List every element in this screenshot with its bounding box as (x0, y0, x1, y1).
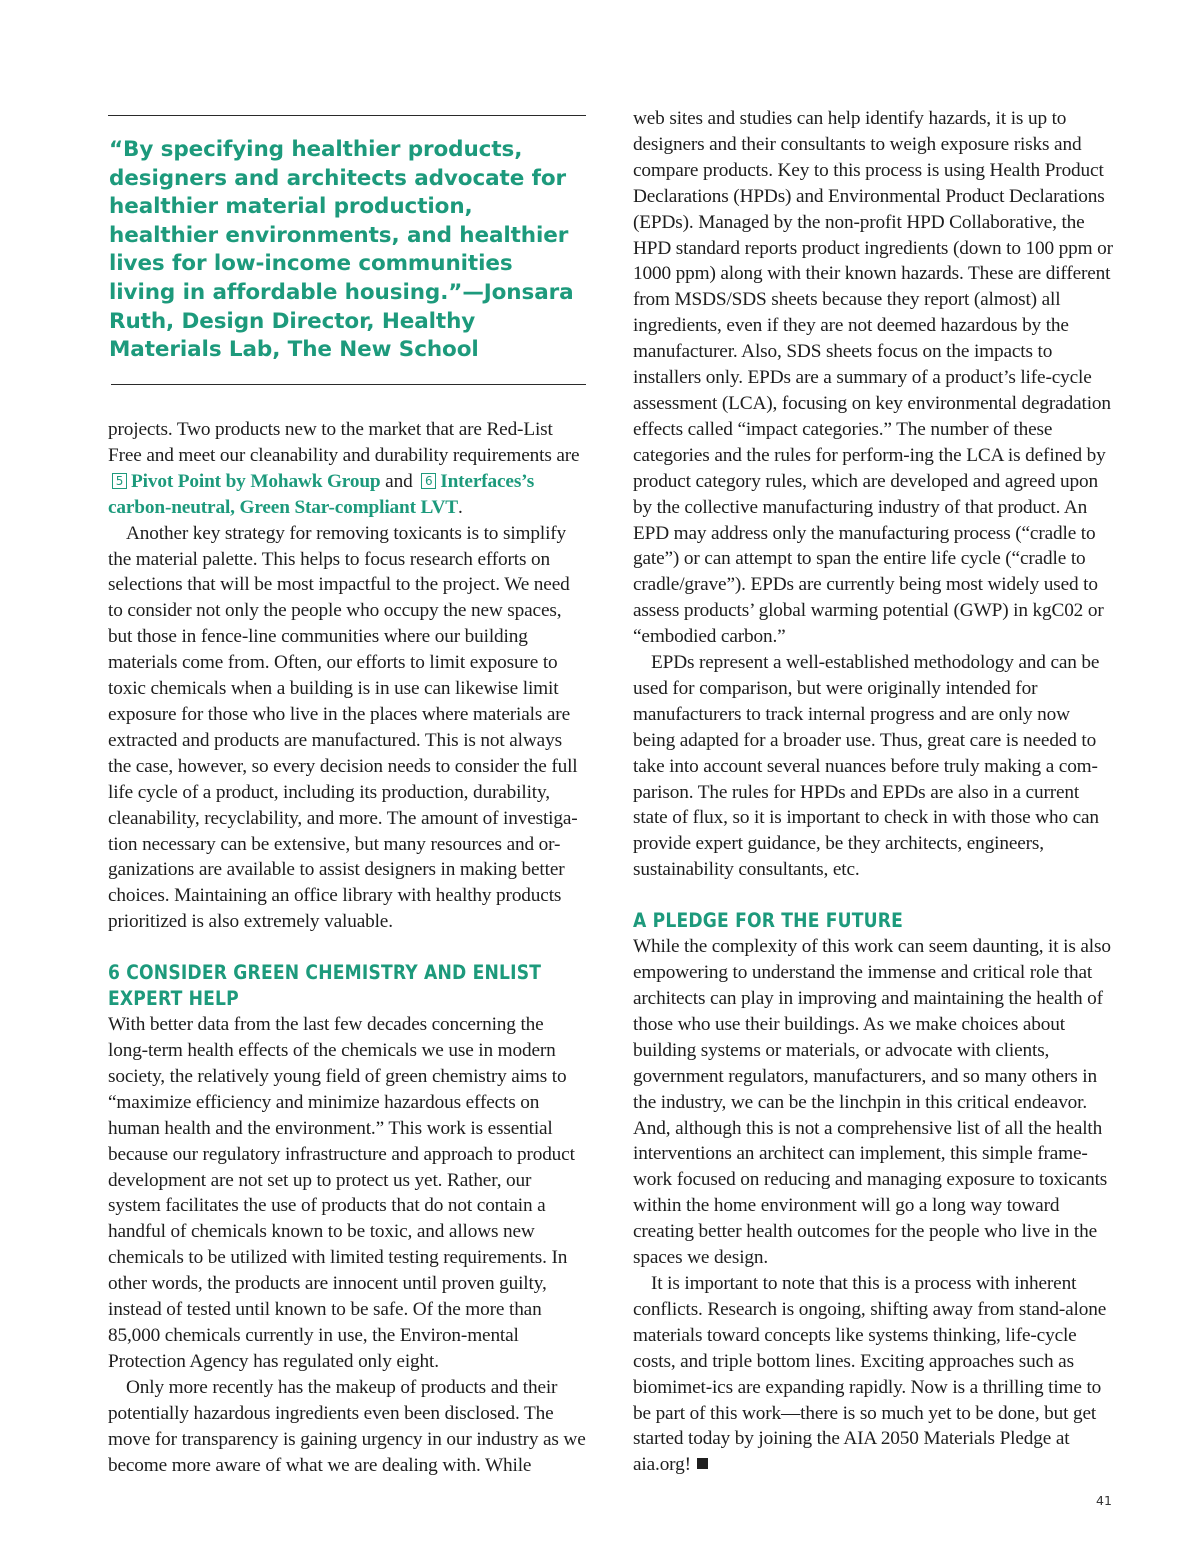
paragraph-text: . (457, 496, 463, 518)
left-paragraph-3: With better data from the last few decades concerning the long-term health effects of the chemicals we use in modern society, the relatively young field of green chemistry aims to “maximize efficiency and minimize hazardous effects on human health and the environment.” This work is essential because our regulatory infrastructure and approach to product development are not set up to protect us yet. Rather, our system facilitates the use of products that do not contain a handful of chemicals known to be toxic, and allows new chemicals to be utilized with limited testing requirements. In other words, the products are innocent until proven guilty, instead of tested until known to be safe. Of the more than 85,000 chemicals currently in use, the Environ-mental Protection Agency has regulated only eight. (108, 1014, 575, 1372)
right-paragraph-4 (633, 1271, 1113, 1478)
end-mark-icon (697, 1458, 708, 1469)
right-paragraph-2: EPDs represent a well-established methodology and can be used for comparison, but were originally intended for manufacturers to track internal progress and are only now being adapted for a broader use. Thus, great care is needed to take into account several nuances before truly making a com-parison. The rules for HPDs and EPDs are also in a current state of flux, so it is important to check in with those who can provide expert guidance, be they architects, engineers, sustainability consultants, etc. (633, 652, 1100, 881)
left-paragraph-2: Another key strategy for removing toxicants is to simplify the material palette. This helps to focus research efforts on selections that will be most impactful to the project. We need to consider not only the people who occupy the new spaces, but those in fence-line communities where our building materials come from. Often, our efforts to limit exposure to toxic chemicals when a building is in use can likewise limit exposure for those who live in the places where materials are extracted and products are manufactured. This is not always the case, however, so every decision needs to consider the full life cycle of a product, including its production, durability, cleanability, recyclability, and more. The amount of investiga-tion necessary can be extensive, but many resources and or-ganizations are available to assist designers in making better choices. Maintaining an office library with healthy products prioritized is also extremely valuable. (108, 522, 578, 933)
pull-quote-bottom-rule (111, 384, 586, 385)
left-paragraph-4: Only more recently has the makeup of products and their potentially hazardous ingredients even been disclosed. The move for transparency is gaining urgency in our industry as we become more aware of what we are dealing with. While (108, 1376, 586, 1476)
reference-number-6: 6 (421, 473, 436, 489)
paragraph-text: projects. Two products new to the market that are Red-List Free and meet our cleanability and durability requirements are (108, 419, 580, 466)
section-heading-pledge: A PLEDGE FOR THE FUTURE (633, 909, 904, 933)
pull-quote-top-rule (108, 115, 586, 116)
paragraph-text: It is important to note that this is a process with inherent conflicts. Research is ongoing, shifting away from stand-alone materials toward concepts like systems thinking, life-cycle costs, and triple bottom lines. Exciting approaches such as biomimet-ics are expanding rapidly. Now is a thrilling time to be part of this work—there is so much yet to be done, but get started today by joining the AIA 2050 Materials Pledge at aia.org! (633, 1272, 1107, 1476)
section-heading-green-chemistry: 6 CONSIDER GREEN CHEMISTRY AND ENLIST EXPERT HELP (108, 961, 542, 1011)
left-column (108, 417, 586, 1478)
right-paragraph-1: web sites and studies can help identify hazards, it is up to designers and their consultants to weigh exposure risks and compare products. Key to this process is using Health Product Declarations (HPDs) and Environmental Product Declarations (EPDs). Managed by the non-profit HPD Collaborative, the HPD standard reports product ingredients (down to 100 ppm or 1000 ppm) along with their known hazards. These are different from MSDS/SDS sheets because they report (almost) all ingredients, even if they are not deemed hazardous by the manufacturer. Also, SDS sheets focus on the impacts to installers only. EPDs are a summary of a product’s life-cycle assessment (LCA), focusing on key environmental degradation effects called “impact categories.” The number of these categories and the rules for perform-ing the LCA is defined by product category rules, which are developed and agreed upon by the collective manufacturing industry of that product. An EPD may address only the manufacturing process (“cradle to gate”) or can attempt to span the entire life cycle (“cradle to cradle/grave”). EPDs are currently being most widely used to assess products’ global warming potential (GWP) in kgC02 or “embodied carbon.” (633, 108, 1113, 648)
paragraph-text: and (385, 470, 413, 492)
link-interface-lvt[interactable]: Interfaces’s carbon-neutral, Green Star-compliant LVT (108, 470, 535, 518)
reference-number-5: 5 (112, 473, 127, 489)
right-paragraph-3: While the complexity of this work can seem daunting, it is also empowering to understand the immense and critical role that architects can play in improving and maintaining the health of those who use their buildings. As we make choices about building systems or materials, or advocate with clients, government regulators, manufacturers, and so many others in the industry, we can be the linchpin in this critical endeavor. And, although this is not a comprehensive list of all the health interventions an architect can implement, this simple frame-work focused on reducing and managing exposure to toxicants within the home environment will go a long way toward creating better health outcomes for the people who live in the spaces we design. (633, 936, 1111, 1269)
pull-quote-block (108, 115, 586, 385)
pull-quote: “By specifying healthier products, designers and architects advocate for healthier material production, healthier environments, and healthier lives for low-income communities living in affordable housing.”—Jonsara Ruth, Design Director, Healthy Materials Lab, The New School (109, 137, 574, 363)
left-paragraph-1 (108, 417, 586, 521)
right-column (633, 106, 1113, 1478)
page-number: 41 (1096, 1493, 1112, 1508)
link-pivot-point[interactable]: Pivot Point by Mohawk Group (131, 470, 381, 492)
